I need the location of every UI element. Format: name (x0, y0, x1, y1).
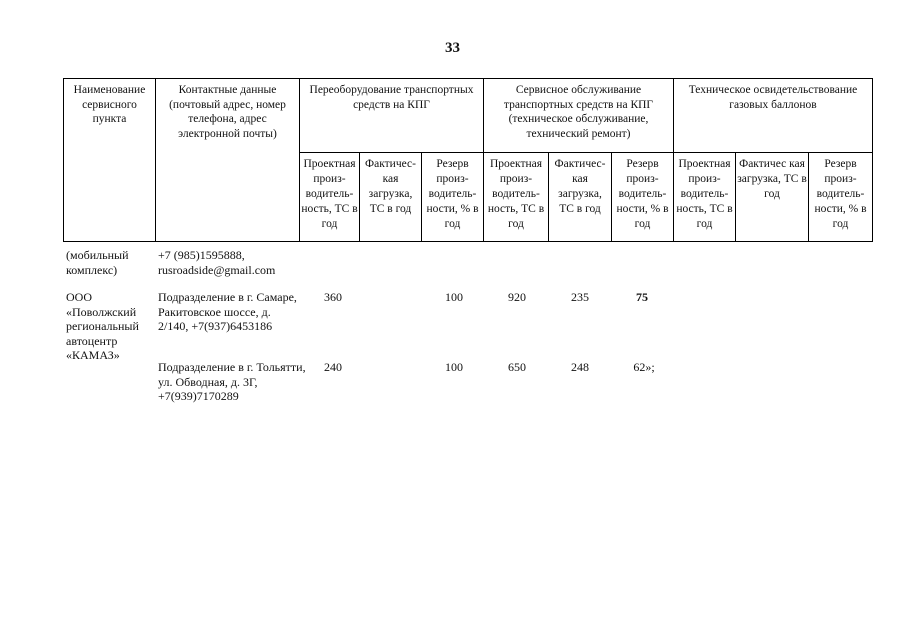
header-g2-reserve: Резерв произ-водитель-ности, % в год (611, 152, 674, 242)
header-name: Наименование сервисного пункта (63, 78, 156, 242)
row1-g2-design: 920 (508, 290, 526, 304)
row1-g2-actual: 235 (571, 290, 589, 304)
row1-g1-design: 360 (324, 290, 342, 304)
row2-g2-design: 650 (508, 360, 526, 374)
row2-contacts: Подразделение в г. Тольятти, ул. Обводная, д. 3Г, +7(939)7170289 (158, 360, 306, 403)
header-g3-reserve: Резерв произ-водитель-ности, % в год (808, 152, 873, 242)
row1-name: ООО «Поволжский региональный автоцентр «КАМАЗ» (66, 290, 139, 362)
header-contacts: Контактные данные (почтовый адрес, номер телефона, адрес электронной почты) (155, 78, 300, 242)
header-g2-actual: Фактичес-кая загрузка, ТС в год (548, 152, 612, 242)
header-g3-actual: Фактичес кая загрузка, ТС в год (735, 152, 809, 242)
header-g1-actual: Фактичес-кая загрузка, ТС в год (359, 152, 422, 242)
header-g3-design: Проектная произ-водитель-ность, ТС в год (673, 152, 736, 242)
header-g1-reserve: Резерв произ-водитель-ности, % в год (421, 152, 484, 242)
page-number: 33 (445, 40, 460, 56)
header-group-inspection: Техническое освидетельствование газовых баллонов (673, 78, 873, 153)
row2-g1-design: 240 (324, 360, 342, 374)
header-g1-design: Проектная произ-водитель-ность, ТС в год (299, 152, 360, 242)
row2-g1-reserve: 100 (445, 360, 463, 374)
header-group-service: Сервисное обслуживание транспортных средств на КПГ (техническое обслуживание, технический ремонт) (483, 78, 674, 153)
row0-name: (мобильный комплекс) (66, 248, 129, 277)
header-g2-design: Проектная произ-водитель-ность, ТС в год (483, 152, 549, 242)
row2-g2-reserve: 62»; (633, 360, 655, 374)
row2-g2-actual: 248 (571, 360, 589, 374)
row1-g2-reserve: 75 (636, 290, 648, 304)
row0-contacts: +7 (985)1595888, rusroadside@gmail.com (158, 248, 276, 277)
row1-g1-reserve: 100 (445, 290, 463, 304)
table-header (63, 78, 873, 242)
row1-contacts: Подразделение в г. Самаре, Ракитовское шоссе, д. 2/140, +7(937)6453186 (158, 290, 297, 333)
header-group-conversion: Переоборудование транспортных средств на КПГ (299, 78, 484, 153)
